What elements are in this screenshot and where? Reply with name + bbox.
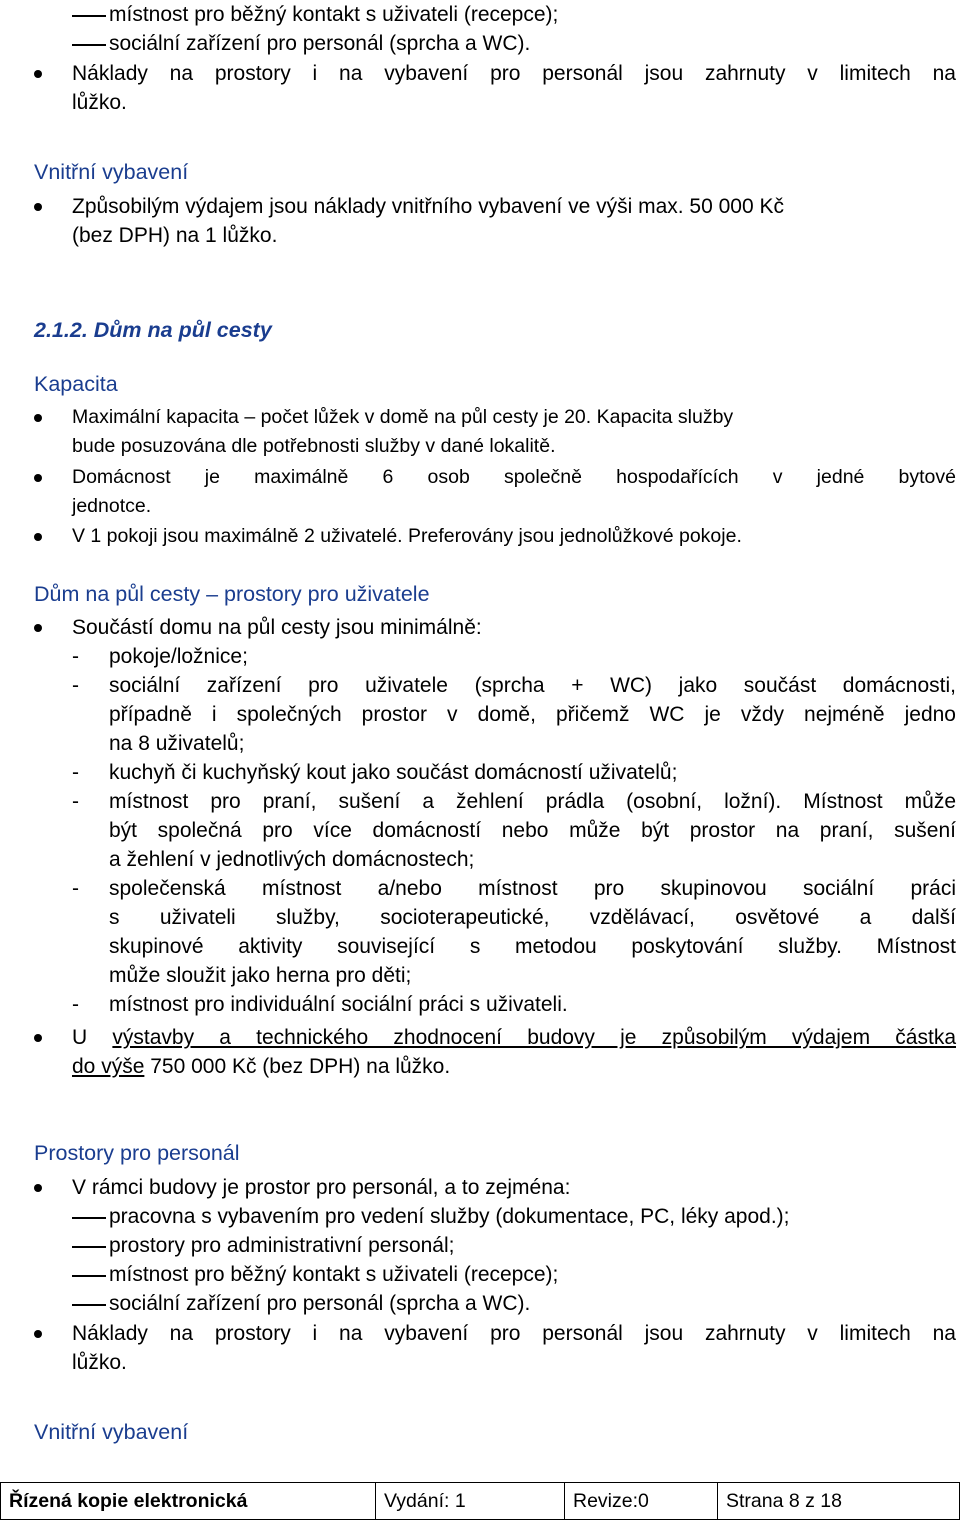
hyphen-marker: - xyxy=(72,674,79,697)
list-item-line: být společná pro více domácností nebo může být prostor na praní, sušení xyxy=(109,819,956,842)
paragraph-line: lůžko. xyxy=(72,1351,127,1374)
dash-marker xyxy=(72,15,106,17)
paragraph-line xyxy=(72,1052,956,1081)
list-item: sociální zařízení pro personál (sprcha a WC). xyxy=(109,1292,531,1315)
paragraph-line: Způsobilým výdajem jsou náklady vnitřního vybavení ve výši max. 50 000 Kč xyxy=(72,195,785,218)
footer-page-number: Strana 8 z 18 xyxy=(717,1483,959,1519)
list-item-line: může sloužit jako herna pro děti; xyxy=(109,964,412,987)
list-item: prostory pro administrativní personál; xyxy=(109,1234,455,1257)
bullet-icon xyxy=(34,70,42,78)
paragraph-line: bude posuzována dle potřebnosti služby v dané lokalitě. xyxy=(72,435,556,457)
list-item: místnost pro individuální sociální práci s uživateli. xyxy=(109,993,568,1016)
list-item: kuchyň či kuchyňský kout jako součást domácností uživatelů; xyxy=(109,761,678,784)
dash-marker xyxy=(72,1246,106,1248)
section-title: Kapacita xyxy=(34,372,118,396)
hyphen-marker: - xyxy=(72,761,79,784)
hyphen-marker: - xyxy=(72,993,79,1016)
paragraph-line: Maximální kapacita – počet lůžek v domě na půl cesty je 20. Kapacita služby xyxy=(72,406,734,428)
list-item: místnost pro praní, sušení a žehlení prádla (osobní, ložní). Místnost může xyxy=(109,790,956,813)
section-title: Prostory pro personál xyxy=(34,1141,240,1165)
list-item-line: skupinové aktivity související s metodou poskytování služby. Místnost xyxy=(109,935,956,958)
dash-marker xyxy=(72,1275,106,1277)
paragraph-line: Náklady na prostory i na vybavení pro personál jsou zahrnuty v limitech na xyxy=(72,1322,956,1345)
paragraph-line: lůžko. xyxy=(72,91,127,114)
paragraph-line xyxy=(72,1023,956,1052)
list-item: sociální zařízení pro uživatele (sprcha + WC) jako součást domácnosti, xyxy=(109,674,956,697)
bullet-icon xyxy=(34,474,42,482)
bullet-icon xyxy=(34,624,42,632)
paragraph-line: (bez DPH) na 1 lůžko. xyxy=(72,224,278,247)
list-item: sociální zařízení pro personál (sprcha a WC). xyxy=(109,32,531,55)
paragraph-line: Náklady na prostory i na vybavení pro personál jsou zahrnuty v limitech na xyxy=(72,62,956,85)
hyphen-marker: - xyxy=(72,877,79,900)
bullet-icon xyxy=(34,1034,42,1042)
section-title: Vnitřní vybavení xyxy=(34,1420,189,1444)
paragraph-line: V 1 pokoji jsou maximálně 2 uživatelé. Preferovány jsou jednolůžkové pokoje. xyxy=(72,525,742,547)
footer-table xyxy=(0,1482,960,1520)
footer-copy-status: Řízená kopie elektronická xyxy=(9,1490,248,1512)
text-span: 750 000 Kč (bez DPH) na lůžko. xyxy=(144,1055,451,1078)
paragraph-line: Součástí domu na půl cesty jsou minimálně: xyxy=(72,616,482,639)
paragraph-line: Domácnost je maximálně 6 osob společně hospodařících v jedné bytové xyxy=(72,466,956,488)
list-item-line: na 8 uživatelů; xyxy=(109,732,245,755)
dash-marker xyxy=(72,1217,106,1219)
bullet-icon xyxy=(34,203,42,211)
list-item: společenská místnost a/nebo místnost pro skupinovou sociální práci xyxy=(109,877,956,900)
underlined-text: výstavby a technického zhodnocení budovy je způsobilým výdajem částka xyxy=(112,1026,956,1049)
hyphen-marker: - xyxy=(72,790,79,813)
footer-edition: Vydání: 1 xyxy=(375,1483,564,1519)
chapter-heading: 2.1.2. Dům na půl cesty xyxy=(34,318,272,342)
list-item-line: a žehlení v jednotlivých domácnostech; xyxy=(109,848,475,871)
dash-marker xyxy=(72,44,106,46)
list-item: pokoje/ložnice; xyxy=(109,645,248,668)
bullet-icon xyxy=(34,533,42,541)
paragraph-line: jednotce. xyxy=(72,495,152,517)
text-span: U xyxy=(72,1026,113,1049)
bullet-icon xyxy=(34,1330,42,1338)
list-item: pracovna s vybavením pro vedení služby (dokumentace, PC, léky apod.); xyxy=(109,1205,790,1228)
bullet-icon xyxy=(34,414,42,422)
underlined-text: do výše xyxy=(72,1055,145,1078)
list-item-line: případně i společných prostor v domě, přičemž WC je vždy nejméně jedno xyxy=(109,703,956,726)
dash-marker xyxy=(72,1304,106,1306)
list-item: místnost pro běžný kontakt s uživateli (recepce); xyxy=(109,1263,559,1286)
bullet-icon xyxy=(34,1184,42,1192)
section-title: Vnitřní vybavení xyxy=(34,160,189,184)
list-item: místnost pro běžný kontakt s uživateli (recepce); xyxy=(109,3,559,26)
section-title: Dům na půl cesty – prostory pro uživatele xyxy=(34,582,430,606)
list-item-line: s uživateli služby, socioterapeutické, vzdělávací, osvětové a další xyxy=(109,906,956,929)
paragraph-line: V rámci budovy je prostor pro personál, a to zejména: xyxy=(72,1176,571,1199)
footer-revision: Revize:0 xyxy=(564,1483,717,1519)
hyphen-marker: - xyxy=(72,645,79,668)
